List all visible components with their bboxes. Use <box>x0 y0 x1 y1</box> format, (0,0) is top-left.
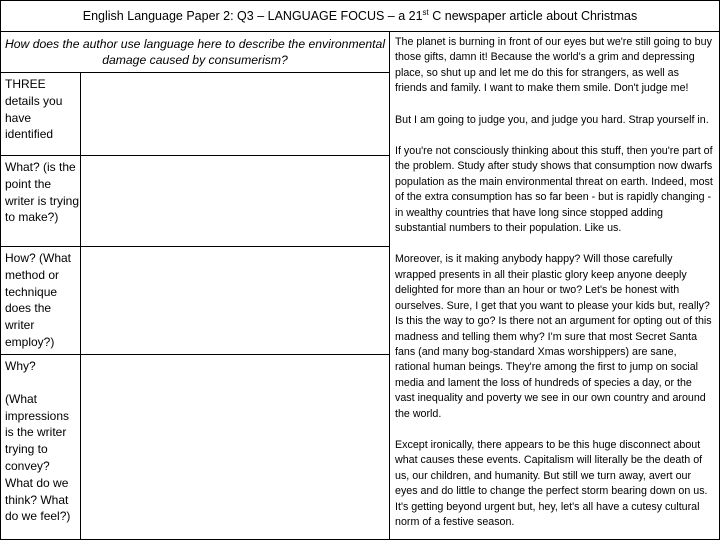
article-paragraph: But I am going to judge you, and judge you hard. Strap yourself in. <box>395 113 709 126</box>
header-title: English Language Paper 2: Q3 – LANGUAGE FOCUS – a 21st C newspaper article about Christmas <box>82 7 638 23</box>
answer-box-why[interactable] <box>81 355 389 539</box>
row-label-details: THREE details you have identified <box>1 73 81 155</box>
row-label-how: How? (What method or technique does the writer employ?) <box>1 247 81 354</box>
analysis-grid <box>0 72 390 540</box>
row-what <box>1 156 389 247</box>
row-why <box>1 355 389 539</box>
analysis-panel <box>0 32 390 540</box>
article-text <box>390 32 720 540</box>
article-paragraph: The planet is burning in front of our eyes but we're still going to buy those gifts, damn it! Because the world's a grim and depressing place, so shut up and let me do this for strangers, as well as friends and family. I want to make them smile. Don't judge me! <box>395 36 712 95</box>
row-label-why <box>1 355 81 539</box>
answer-box-details[interactable] <box>81 73 389 155</box>
row-details <box>1 73 389 156</box>
row-how <box>1 247 389 355</box>
article-paragraph: Moreover, is it making anybody happy? Will those carefully wrapped presents in all their plastic glory keep anyone deeply delighted for more than an hour or two? Let's be honest with ourselves. Sure, I get that you want to please your kids but, really? Is this the way to go? Is there not an argument for opting out of this madness and telling them why? I'm sure that most Secret Santa fans (and many bog-standard Xmas worshippers) are sane, rational human beings. They're among the first to jump on social media and lament the loss of hundreds of species a day, or the vast inequality and poverty we see in our own country and around the world. <box>395 253 712 420</box>
row-label-why-sub: (What impressions is the writer trying to convey? What do we think? What do we feel?) <box>5 391 71 524</box>
answer-box-what[interactable] <box>81 156 389 246</box>
row-label-what: What? (is the point the writer is trying to make?) <box>1 156 81 246</box>
answer-box-how[interactable] <box>81 247 389 354</box>
article-paragraph: If you're not consciously thinking about this stuff, then you're part of the problem. Study after study shows that consumption now dwarfs population as the main environmental threat on earth. Indeed, most of the extra consumption has so far been - but is rapidly changing - in wealthy countries that have long since stopped adding substantial numbers to their population. Like us. <box>395 145 713 235</box>
row-label-why-title: Why? <box>5 359 36 373</box>
article-paragraph: Except ironically, there appears to be this huge disconnect about what causes these events. Capitalism will literally be the death of us, our children, and humanity. But still we turn away, avert our eyes and do little to change the perfect storm bearing down on us. It's getting beyond urgent but, hey, let's all have a cutesy cultural norm of a festive season. <box>395 438 708 528</box>
page-header <box>0 0 720 32</box>
question-prompt: How does the author use language here to describe the environmental damage caused by consumerism? <box>0 32 390 72</box>
